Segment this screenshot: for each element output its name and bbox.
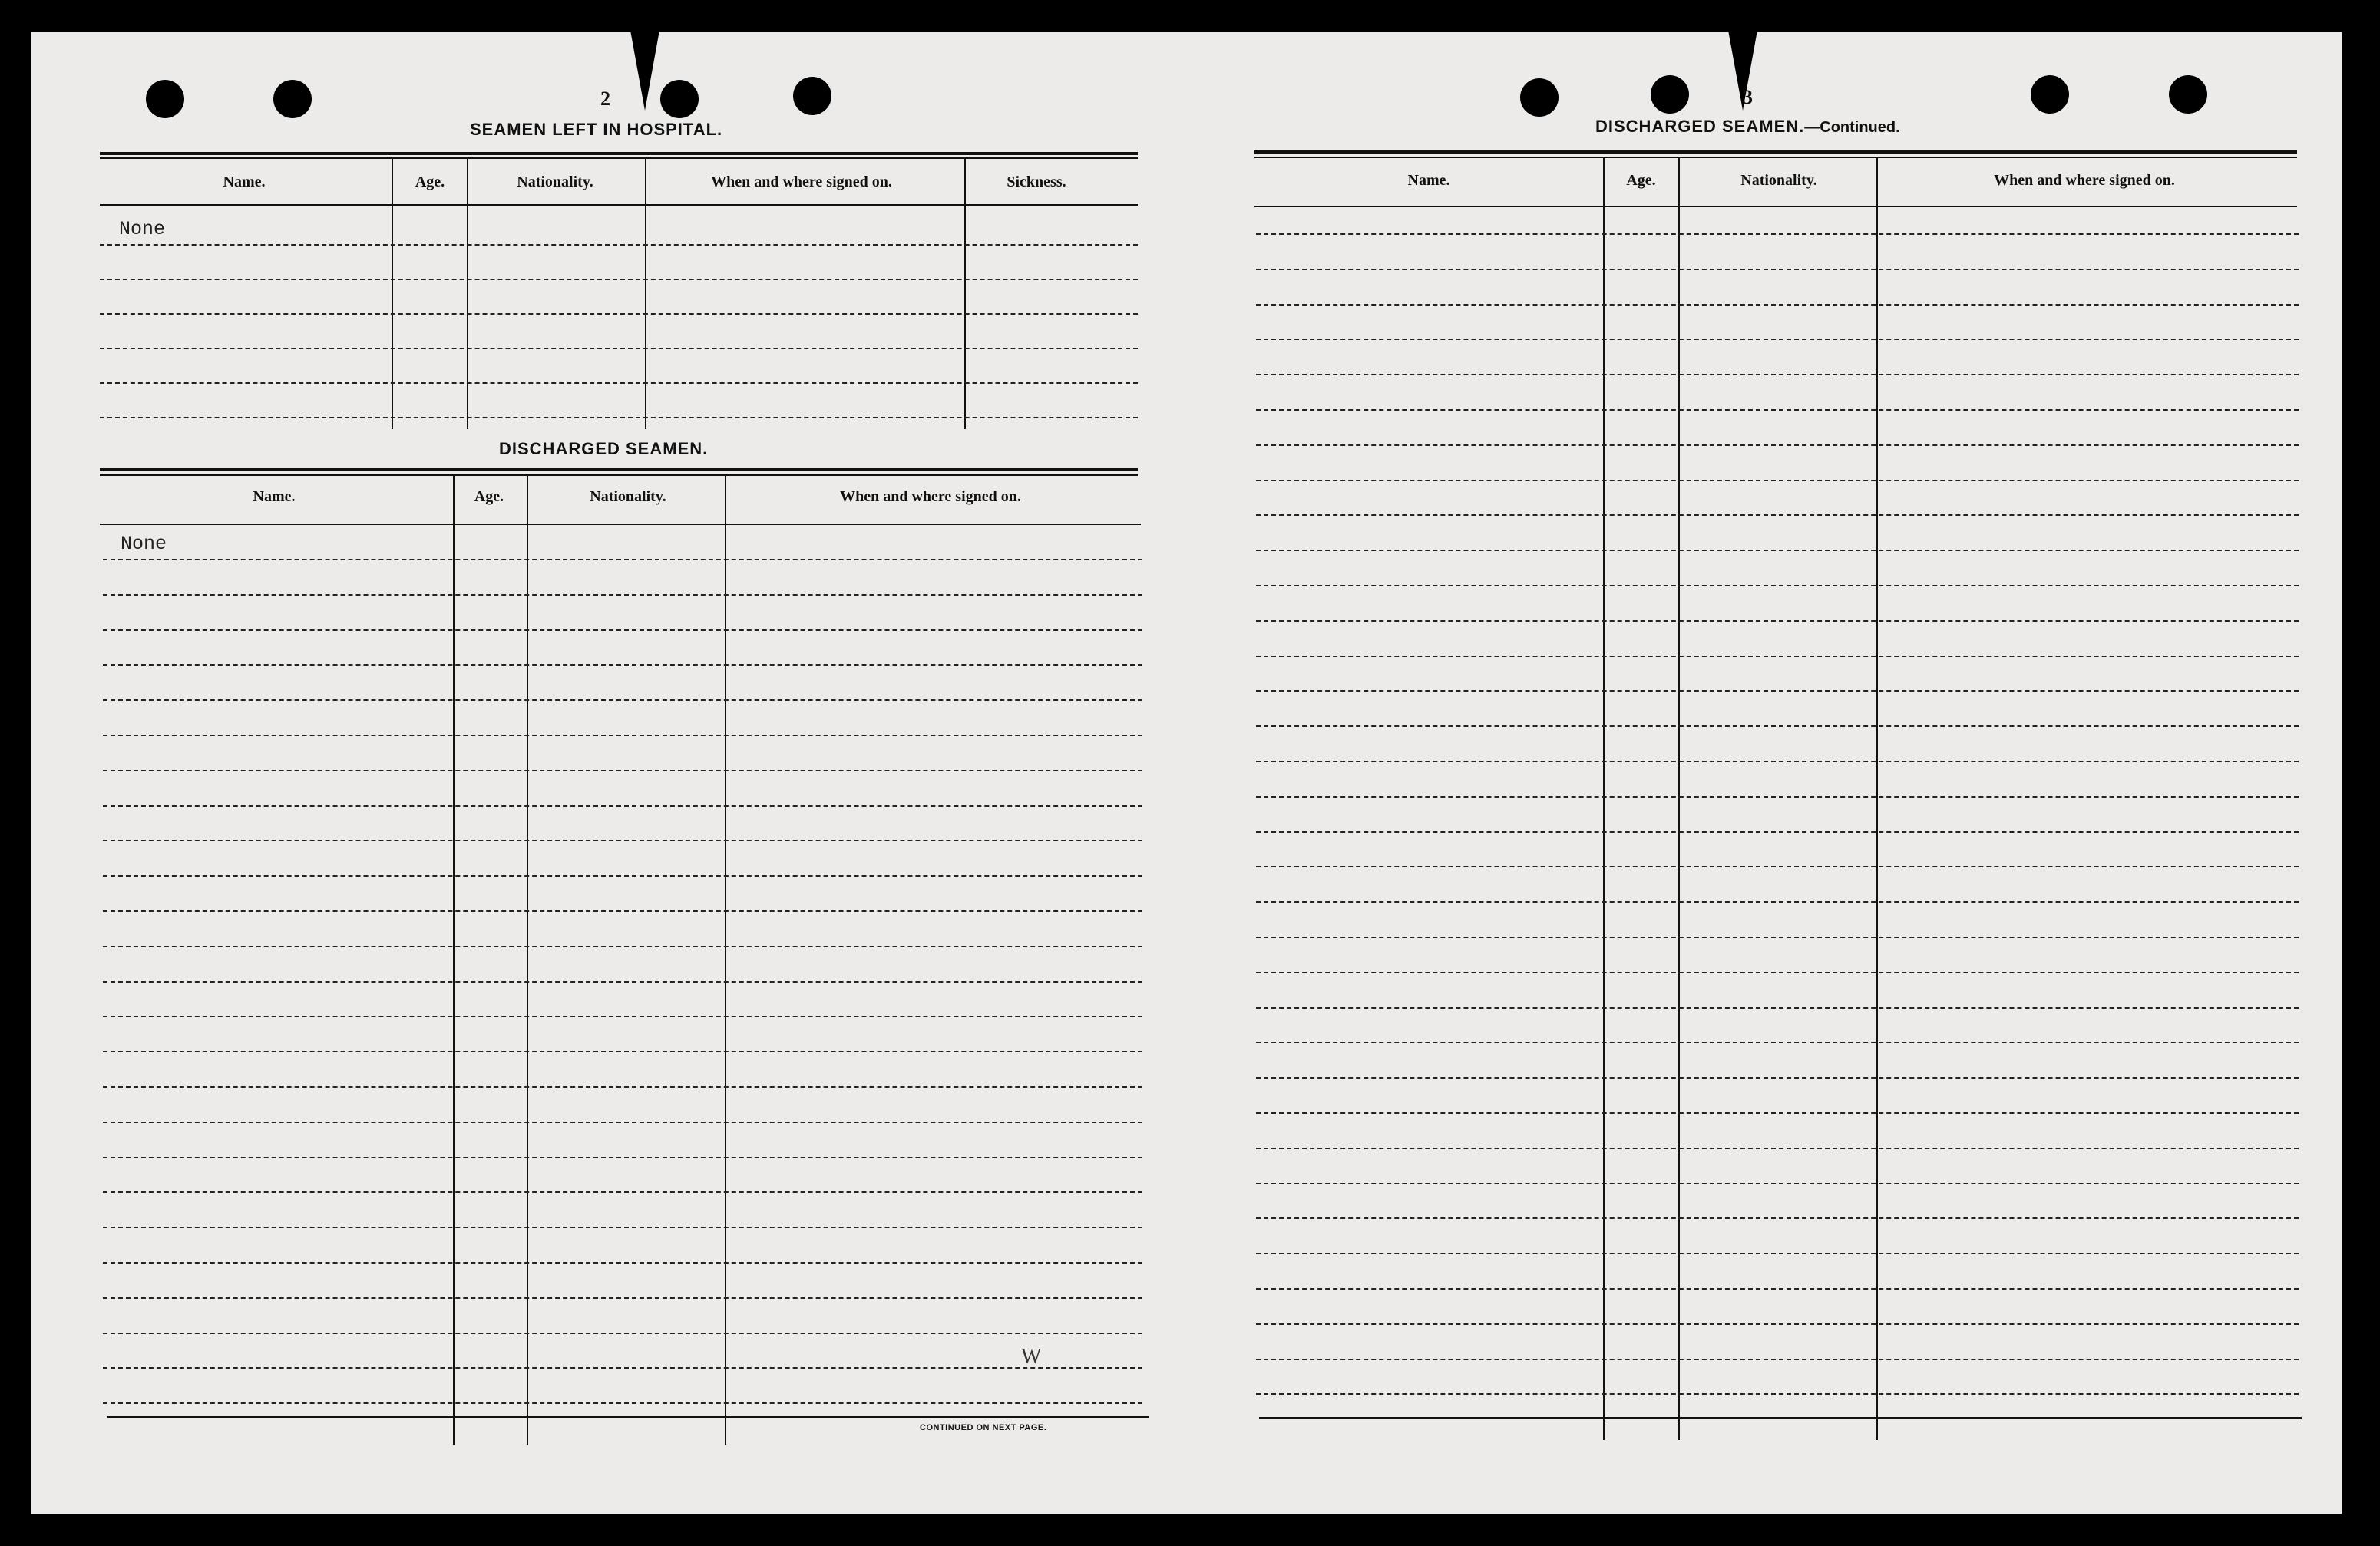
header-underline: [100, 204, 1138, 206]
ruled-line: [103, 1297, 1142, 1299]
ruled-line: [103, 559, 1142, 560]
table-top-rule: [100, 152, 1138, 155]
ruled-line: [1256, 233, 2299, 235]
ruled-line: [103, 770, 1142, 771]
ruled-line: [1256, 374, 2299, 375]
ruled-line: [1256, 1042, 2299, 1043]
ruled-line: [100, 279, 1138, 280]
ruled-line: [103, 735, 1142, 736]
binder-hole: [1651, 75, 1689, 114]
binder-hole: [793, 77, 831, 115]
table-bottom-rule: [107, 1416, 1149, 1418]
ruled-line: [1256, 972, 2299, 973]
ruled-line: [103, 1227, 1142, 1228]
ruled-line: [1256, 1393, 2299, 1395]
column-header-name: Name.: [223, 173, 266, 190]
ruled-line: [103, 805, 1142, 807]
column-divider: [645, 159, 646, 429]
ruled-line: [103, 1333, 1142, 1334]
ruled-line: [1256, 1323, 2299, 1325]
ruled-line: [1256, 1359, 2299, 1360]
ruled-line: [1256, 550, 2299, 551]
column-divider: [964, 159, 966, 429]
ruled-line: [100, 382, 1138, 384]
column-divider: [1678, 158, 1680, 1440]
ruled-line: [100, 244, 1138, 246]
ruled-line: [1256, 444, 2299, 446]
ruled-line: [1256, 514, 2299, 516]
column-header-age: Age.: [415, 173, 445, 190]
binder-hole: [2031, 75, 2069, 114]
ruled-line: [1256, 1183, 2299, 1184]
table-top-rule: [1254, 150, 2297, 154]
column-divider: [453, 476, 455, 1445]
page-number: 2: [600, 88, 610, 110]
table-top-rule: [100, 468, 1138, 471]
ruled-line: [1256, 1217, 2299, 1219]
binder-hole: [660, 80, 699, 118]
ruled-line: [103, 1367, 1142, 1369]
title-main: DISCHARGED SEAMEN.: [1595, 117, 1805, 136]
ruled-line: [1256, 480, 2299, 481]
discharged-continued-title: [1595, 117, 1900, 137]
ruled-line: [103, 699, 1142, 701]
discharged-section-title: DISCHARGED SEAMEN.: [499, 439, 709, 458]
column-divider: [527, 476, 528, 1445]
ruled-line: [103, 1016, 1142, 1017]
table-bottom-rule: [1259, 1417, 2302, 1419]
ruled-line: [1256, 620, 2299, 622]
ruled-line: [1256, 339, 2299, 340]
hospital-entry-name: None: [119, 218, 166, 240]
ruled-line: [1256, 304, 2299, 306]
ruled-line: [103, 1051, 1142, 1052]
ruled-line: [103, 1262, 1142, 1264]
column-header-nationality: Nationality.: [1740, 172, 1817, 189]
ruled-line: [103, 875, 1142, 877]
column-divider: [1603, 158, 1605, 1440]
ruled-line: [103, 664, 1142, 666]
column-header-signed-on: When and where signed on.: [711, 173, 892, 190]
ruled-line: [1256, 937, 2299, 938]
column-header-age: Age.: [1626, 172, 1656, 189]
page-notch: [630, 26, 660, 111]
hospital-section-title: SEAMEN LEFT IN HOSPITAL.: [470, 120, 723, 139]
binder-hole: [2169, 75, 2207, 114]
column-header-name: Name.: [253, 488, 296, 505]
document-sheet: [31, 32, 2342, 1514]
ruled-line: [103, 629, 1142, 631]
header-underline: [1254, 206, 2297, 207]
ruled-line: [1256, 725, 2299, 727]
ruled-line: [1256, 761, 2299, 762]
binder-hole: [1520, 78, 1559, 117]
ruled-line: [103, 910, 1142, 912]
ruled-line: [1256, 585, 2299, 586]
ruled-line: [1256, 866, 2299, 867]
ruled-line: [1256, 690, 2299, 692]
ruled-line: [1256, 1007, 2299, 1009]
table-top-rule: [100, 474, 1138, 476]
ruled-line: [1256, 269, 2299, 270]
discharged-entry-name: None: [121, 533, 167, 555]
ruled-line: [1256, 656, 2299, 657]
ruled-line: [103, 1086, 1142, 1088]
column-header-nationality: Nationality.: [517, 173, 593, 190]
column-header-sickness: Sickness.: [1007, 173, 1066, 190]
column-divider: [392, 159, 393, 429]
column-header-nationality: Nationality.: [590, 488, 666, 505]
ruled-line: [1256, 1112, 2299, 1114]
title-continued: —Continued.: [1804, 119, 1900, 136]
column-divider: [467, 159, 468, 429]
ruled-line: [1256, 1253, 2299, 1254]
table-top-rule: [1254, 157, 2297, 158]
column-divider: [1876, 158, 1878, 1440]
ruled-line: [1256, 1077, 2299, 1079]
column-divider: [725, 476, 726, 1445]
header-underline: [100, 524, 1141, 525]
column-header-name: Name.: [1407, 172, 1450, 189]
ruled-line: [1256, 1288, 2299, 1290]
column-header-signed-on: When and where signed on.: [840, 488, 1021, 505]
ruled-line: [100, 348, 1138, 349]
ruled-line: [103, 1402, 1142, 1404]
binder-hole: [146, 80, 184, 118]
ruled-line: [1256, 409, 2299, 411]
ruled-line: [103, 1122, 1142, 1123]
continued-footer: CONTINUED ON NEXT PAGE.: [920, 1423, 1047, 1432]
table-top-rule: [100, 157, 1138, 159]
ruled-line: [103, 946, 1142, 947]
ruled-line: [1256, 796, 2299, 798]
ruled-line: [103, 594, 1142, 596]
ruled-line: [103, 840, 1142, 841]
column-header-signed-on: When and where signed on.: [1994, 172, 2175, 189]
ruled-line: [100, 313, 1138, 315]
ruled-line: [100, 417, 1138, 418]
ruled-line: [103, 1191, 1142, 1193]
ruled-line: [1256, 1148, 2299, 1149]
column-header-age: Age.: [474, 488, 504, 505]
ruled-line: [103, 981, 1142, 983]
binder-hole: [273, 80, 312, 118]
handwritten-mark: W: [1021, 1345, 1042, 1369]
ruled-line: [1256, 901, 2299, 903]
ruled-line: [103, 1157, 1142, 1158]
ruled-line: [1256, 831, 2299, 833]
page-number: 3: [1743, 86, 1753, 108]
